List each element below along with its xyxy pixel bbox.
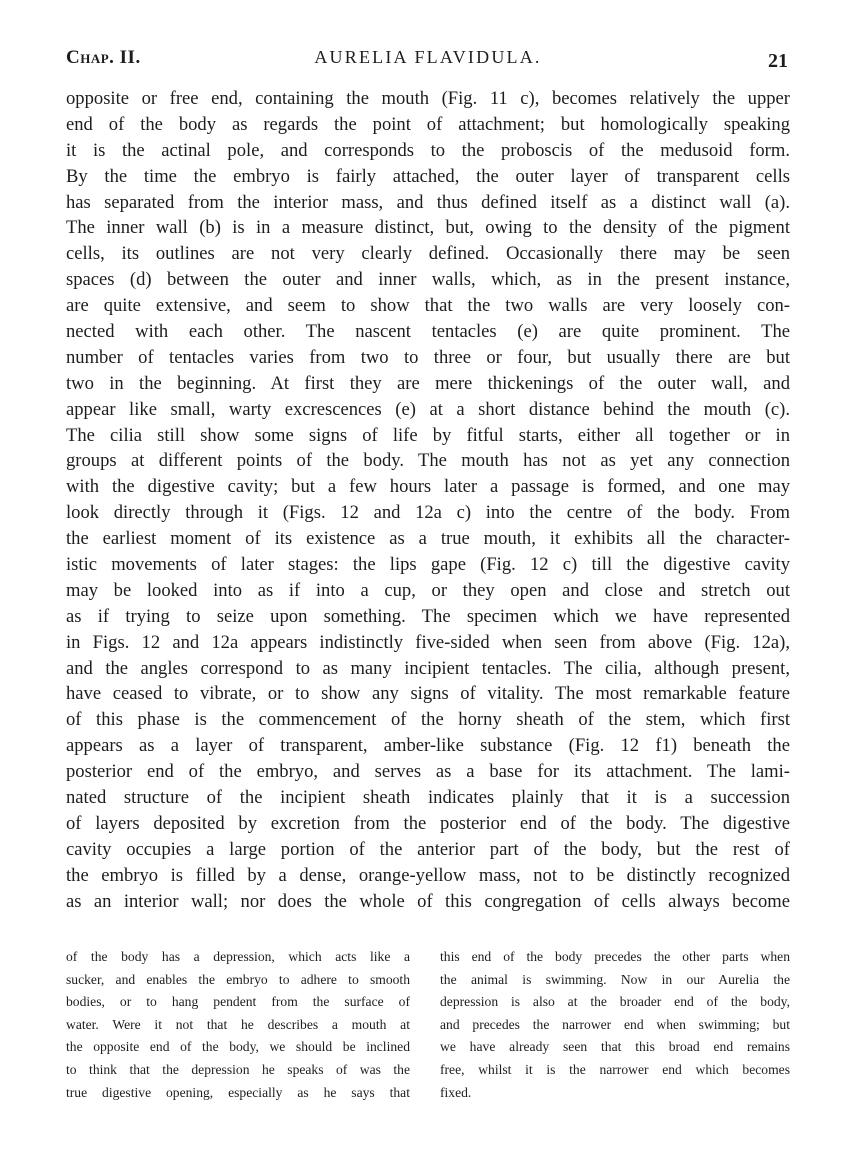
body-line: the embryo is filled by a dense, orange-yellow mass, not to be distinctly recognized xyxy=(66,864,790,886)
body-line: cavity occupies a large portion of the anterior part of the body, but the rest of xyxy=(66,838,790,860)
body-line: with the digestive cavity; but a few hours later a passage is formed, and one may xyxy=(66,476,790,498)
running-header xyxy=(66,44,790,74)
body-line: spaces (d) between the outer and inner walls, which, as in the present instance, xyxy=(66,269,790,291)
footnote-column-left xyxy=(66,946,410,1104)
chapter-label: Chap. II. xyxy=(66,47,141,68)
footnote-line: true digestive opening, especially as he says that xyxy=(66,1084,410,1100)
body-line: of layers deposited by excretion from the posterior end of the body. The digestive xyxy=(66,812,790,834)
body-line: as if trying to seize upon something. The specimen which we have represented xyxy=(66,605,790,627)
body-line: end of the body as regards the point of attachment; but homologically speaking xyxy=(66,113,790,135)
body-line: appear like small, warty excrescences (e) at a short distance behind the mouth (c). xyxy=(66,398,790,420)
body-line: posterior end of the embryo, and serves as a base for its attachment. The lami- xyxy=(66,761,790,783)
body-line: of this phase is the commencement of the horny sheath of the stem, which first xyxy=(66,709,790,731)
body-line: groups at different points of the body. The mouth has not as yet any connection xyxy=(66,450,790,472)
footnote-line: bodies, or to hang pendent from the surface of xyxy=(66,994,410,1010)
footnote-line: to think that the depression he speaks of was the xyxy=(66,1061,410,1077)
body-line: nated structure of the incipient sheath indicates plainly that it is a succession xyxy=(66,787,790,809)
body-line: may be looked into as if into a cup, or they open and close and stretch out xyxy=(66,579,790,601)
body-line: it is the actinal pole, and corresponds to the proboscis of the medusoid form. xyxy=(66,139,790,161)
body-line: The cilia still show some signs of life by fitful starts, either all together or in xyxy=(66,424,790,446)
body-line: in Figs. 12 and 12a appears indistinctly five-sided when seen from above (Fig. 12a), xyxy=(66,631,790,653)
running-title: AURELIA FLAVIDULA. xyxy=(314,47,542,67)
footnote-line: free, whilst it is the narrower end which becomes xyxy=(440,1061,790,1077)
footnote-line: the opposite end of the body, we should be inclined xyxy=(66,1039,410,1055)
body-line: the earliest moment of its existence as a true mouth, it exhibits all the character- xyxy=(66,528,790,550)
footnote-column-right xyxy=(440,946,790,1104)
body-line: By the time the embryo is fairly attached, the outer layer of transparent cells xyxy=(66,165,790,187)
body-line: have ceased to vibrate, or to show any signs of vitality. The most remarkable feature xyxy=(66,683,790,705)
footnote-line: of the body has a depression, which acts like a xyxy=(66,949,410,964)
body-line: nected with each other. The nascent tentacles (e) are quite prominent. The xyxy=(66,321,790,343)
body-line: look directly through it (Figs. 12 and 12a c) into the centre of the body. From xyxy=(66,502,790,524)
body-text xyxy=(66,86,790,915)
footnote-line: water. Were it not that he describes a mouth at xyxy=(66,1016,410,1032)
body-line: and the angles correspond to as many incipient tentacles. The cilia, although present, xyxy=(66,657,790,679)
footnote-line: sucker, and enables the embryo to adhere to smooth xyxy=(66,971,410,987)
body-line: has separated from the interior mass, and thus defined itself as a distinct wall (a). xyxy=(66,191,790,213)
body-line: opposite or free end, containing the mouth (Fig. 11 c), becomes relatively the upper xyxy=(66,88,790,109)
body-line: two in the beginning. At first they are mere thickenings of the outer wall, and xyxy=(66,372,790,394)
body-line: appears as a layer of transparent, amber-like substance (Fig. 12 f1) beneath the xyxy=(66,735,790,757)
body-line: The inner wall (b) is in a measure distinct, but, owing to the density of the pigment xyxy=(66,217,790,239)
footnote-line: fixed. xyxy=(440,1084,472,1100)
body-line: cells, its outlines are not very clearly defined. Occasionally there may be seen xyxy=(66,243,790,265)
body-line: as an interior wall; nor does the whole of this congregation of cells always become xyxy=(66,890,790,912)
footnote-line: we have already seen that this broad end remains xyxy=(440,1039,790,1055)
body-line: istic movements of later stages: the lips gape (Fig. 12 c) till the digestive cavity xyxy=(66,554,790,576)
body-line: number of tentacles varies from two to three or four, but usually there are but xyxy=(66,346,790,368)
footnote-line: the animal is swimming. Now in our Aurelia the xyxy=(440,971,790,987)
page-number: 21 xyxy=(768,50,788,72)
footnote-line: depression is also at the broader end of the body, xyxy=(440,994,790,1010)
footnote-line: this end of the body precedes the other parts when xyxy=(440,949,790,964)
body-line: are quite extensive, and seem to show that the two walls are very loosely con- xyxy=(66,295,790,317)
footnote-line: and precedes the narrower end when swimming; but xyxy=(440,1016,790,1032)
